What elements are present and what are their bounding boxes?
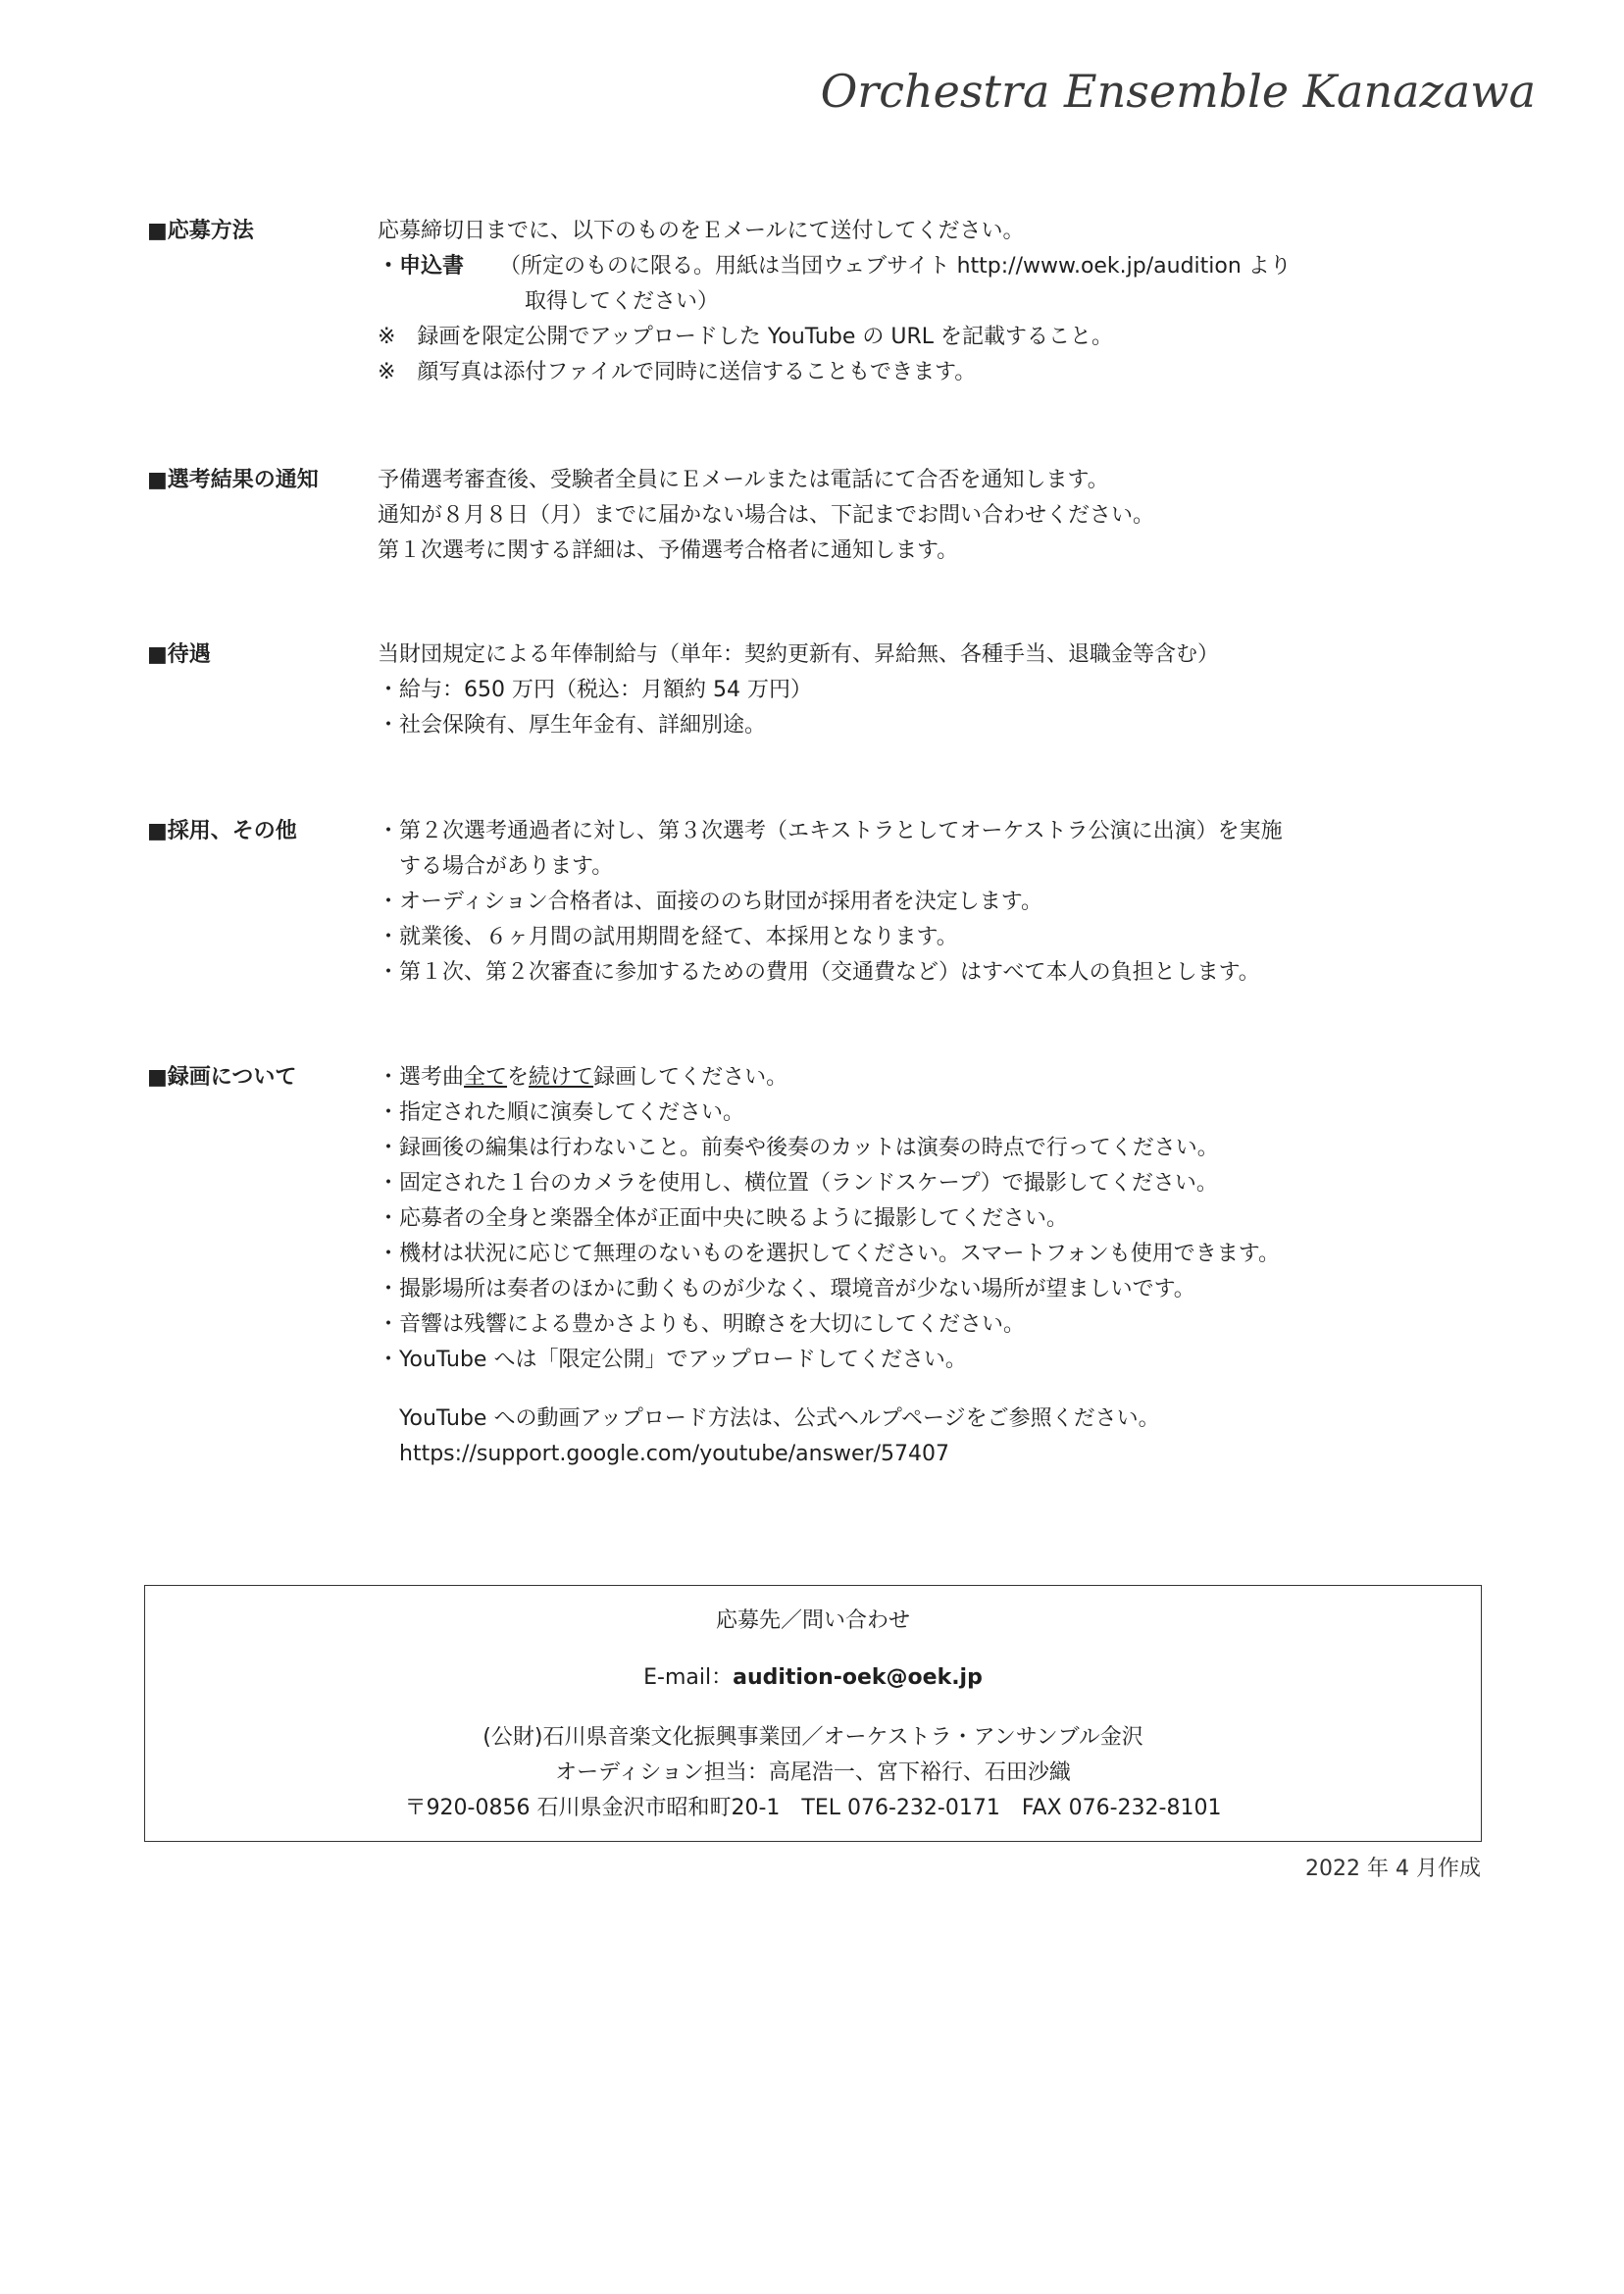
section-title: ■応募方法 (147, 219, 254, 243)
text-line: 当財団規定による年俸制給与（単年：契約更新有、昇給無、各種手当、退職金等含む） (378, 642, 1220, 667)
section-body (378, 814, 1466, 991)
created-date: 2022 年 4 月作成 (1305, 1857, 1481, 1881)
help-text: YouTube への動画アップロード方法は、公式ヘルプページをご参照ください。 (399, 1406, 1160, 1431)
contact-box (144, 1585, 1482, 1842)
text-fragment: を (507, 1065, 530, 1090)
section-body (378, 463, 1466, 569)
contact-heading: 応募先／問い合わせ (715, 1608, 910, 1633)
text-line: ・給与：650 万円（税込：月額約 54 万円） (378, 678, 812, 702)
text-line: 応募締切日までに、以下のものをＥメールにて送付してください。 (378, 219, 1025, 243)
text-line: ・応募者の全身と楽器全体が正面中央に映るように撮影してください。 (378, 1206, 1069, 1231)
section-body (378, 214, 1466, 390)
note-line: ※ 顔写真は添付ファイルで同時に送信することもできます。 (378, 360, 977, 384)
email-link[interactable]: audition-oek@oek.jp (733, 1665, 983, 1690)
application-form-note: （所定のものに限る。用紙は当団ウェブサイト http://www.oek.jp/audition より (499, 254, 1292, 279)
section-body (378, 637, 1466, 743)
text-line: 通知が８月８日（月）までに届かない場合は、下記までお問い合わせください。 (378, 503, 1155, 528)
contact-organization: (公財)石川県音楽文化振興事業団／オーケストラ・アンサンブル金沢 (482, 1725, 1143, 1750)
text-line: ・就業後、６ヶ月間の試用期間を経て、本採用となります。 (378, 925, 958, 949)
text-line: 取得してください） (525, 289, 720, 314)
text-line: ・指定された順に演奏してください。 (378, 1100, 745, 1125)
text-line: 予備選考審査後、受験者全員にＥメールまたは電話にて合否を通知します。 (378, 468, 1109, 492)
text-line: する場合があります。 (399, 854, 614, 879)
underlined-text: 全て (464, 1065, 508, 1090)
text-line: 第１次選考に関する詳細は、予備選考合格者に通知します。 (378, 538, 959, 563)
text-line: ・固定された１台のカメラを使用し、横位置（ランドスケープ）で撮影してください。 (378, 1171, 1218, 1196)
note-line: ※ 録画を限定公開でアップロードした YouTube の URL を記載すること。 (378, 325, 1113, 349)
text-line (378, 1060, 1466, 1096)
section-title: ■選考結果の通知 (147, 468, 319, 492)
application-form-label: ・申込書 (378, 254, 465, 279)
text-line: ・第１次、第２次審査に参加するための費用（交通費など）はすべて本人の負担とします。 (378, 960, 1260, 985)
text-line: ・録画後の編集は行わないこと。前奏や後奏のカットは演奏の時点で行ってください。 (378, 1136, 1219, 1160)
application-form-line (378, 249, 1466, 284)
text-fragment: 録画してください。 (593, 1065, 788, 1090)
section-title: ■録画について (147, 1065, 297, 1090)
text-fragment: ・選考曲 (378, 1065, 465, 1090)
help-url-link[interactable]: https://support.google.com/youtube/answer/57407 (399, 1442, 949, 1466)
section-title: ■採用、その他 (147, 819, 297, 843)
contact-address: 〒920-0856 石川県金沢市昭和町20-1 TEL 076-232-0171 FAX 076-232-8101 (404, 1796, 1222, 1820)
text-line: ・YouTube へは「限定公開」でアップロードしてください。 (378, 1348, 967, 1372)
section-body (378, 1060, 1466, 1472)
text-line: ・撮影場所は奏者のほかに動くものが少なく、環境音が少ない場所が望ましいです。 (378, 1277, 1195, 1301)
section-title: ■待遇 (147, 642, 211, 667)
contact-email (145, 1662, 1481, 1694)
text-line: ・社会保険有、厚生年金有、詳細別途。 (378, 713, 767, 738)
text-line: ・第２次選考通過者に対し、第３次選考（エキストラとしてオーケストラ公演に出演）を実施 (378, 819, 1283, 843)
email-label: E-mail： (643, 1665, 734, 1690)
orchestra-logo: Orchestra Ensemble Kanazawa (820, 65, 1536, 118)
underlined-text: 続けて (529, 1065, 594, 1090)
text-line: ・オーディション合格者は、面接ののち財団が採用者を決定します。 (378, 890, 1043, 914)
text-line: ・機材は状況に応じて無理のないものを選択してください。スマートフォンも使用できます。 (378, 1242, 1281, 1266)
text-line: ・音響は残響による豊かさよりも、明瞭さを大切にしてください。 (378, 1312, 1026, 1337)
contact-staff: オーディション担当：高尾浩一、宮下裕行、石田沙織 (555, 1760, 1071, 1785)
